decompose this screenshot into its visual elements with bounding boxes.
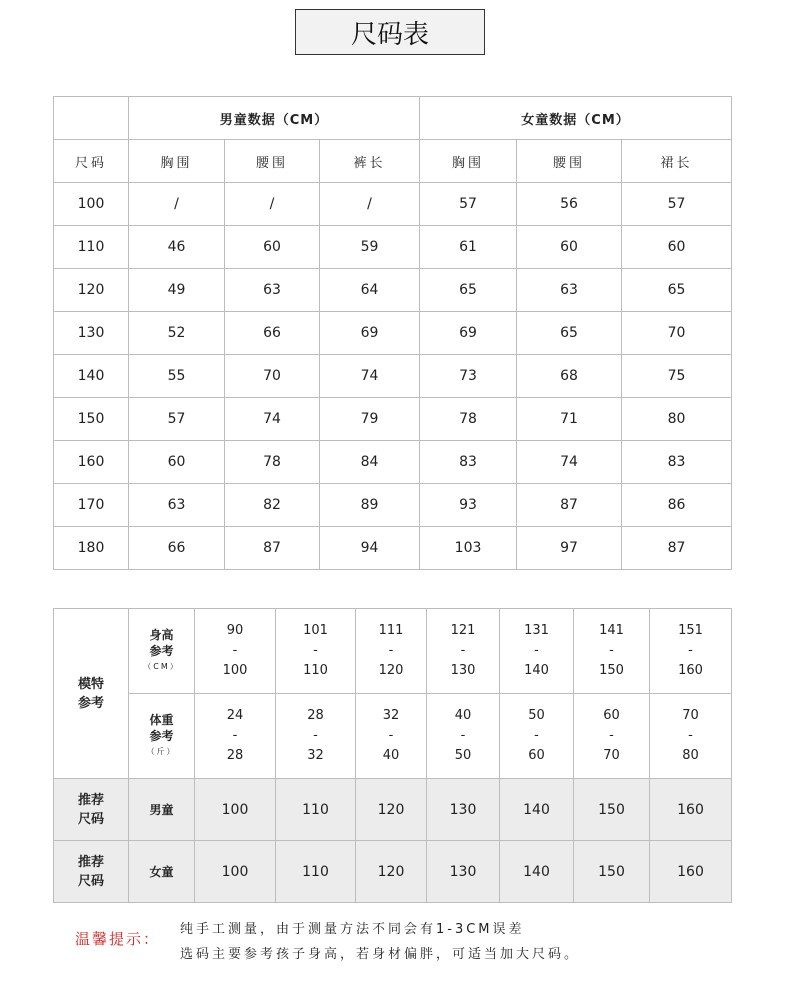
size-cell: 160 — [54, 441, 129, 484]
data-cell: 103 — [420, 527, 517, 570]
header-row-groups — [54, 97, 732, 140]
range-part: 28 — [226, 748, 244, 763]
data-cell: / — [129, 183, 225, 226]
height-range-cell — [574, 609, 650, 694]
data-cell: 74 — [320, 355, 420, 398]
recommended-size-cell: 100 — [195, 841, 276, 903]
data-cell: 55 — [129, 355, 225, 398]
table-row — [54, 312, 732, 355]
unit-label: （斤） — [146, 747, 177, 756]
range-part: - — [388, 643, 394, 658]
table-row — [54, 183, 732, 226]
unit-label: （CM） — [143, 662, 180, 671]
data-cell: 60 — [225, 226, 320, 269]
data-cell: 66 — [129, 527, 225, 570]
size-cell: 140 — [54, 355, 129, 398]
recommended-size-cell: 110 — [276, 779, 356, 841]
boy-data-header: 男童数据（CM） — [129, 97, 420, 140]
boy-recommend-row — [54, 779, 732, 841]
data-cell: 61 — [420, 226, 517, 269]
range-part: 121 — [450, 623, 476, 638]
weight-range-cell — [356, 694, 427, 779]
range-part: 160 — [678, 663, 703, 678]
data-cell: 60 — [517, 226, 622, 269]
data-cell: 65 — [622, 269, 732, 312]
data-cell: 78 — [225, 441, 320, 484]
weight-range-cell — [500, 694, 574, 779]
data-cell: 60 — [622, 226, 732, 269]
label-part: 推荐 — [77, 854, 104, 870]
label-part: 参考 — [149, 644, 174, 658]
recommended-size-cell: 150 — [574, 841, 650, 903]
height-range-cell — [276, 609, 356, 694]
data-cell: 70 — [622, 312, 732, 355]
data-cell: 75 — [622, 355, 732, 398]
weight-range-cell — [427, 694, 500, 779]
data-cell: 71 — [517, 398, 622, 441]
data-cell: 59 — [320, 226, 420, 269]
recommended-size-cell: 140 — [500, 779, 574, 841]
range-part: 32 — [382, 708, 400, 723]
data-cell: 73 — [420, 355, 517, 398]
label-part: 参考 — [77, 695, 104, 711]
data-cell: 64 — [320, 269, 420, 312]
girl-label: 女童 — [129, 841, 195, 903]
table-row — [54, 226, 732, 269]
range-part: - — [388, 728, 394, 743]
range-part: 110 — [303, 663, 328, 678]
data-cell: / — [225, 183, 320, 226]
range-part: - — [232, 643, 238, 658]
data-cell: 56 — [517, 183, 622, 226]
recommended-size-cell: 110 — [276, 841, 356, 903]
data-cell: 86 — [622, 484, 732, 527]
table-row — [54, 484, 732, 527]
range-part: 90 — [226, 623, 244, 638]
height-range-cell — [356, 609, 427, 694]
data-cell: 63 — [129, 484, 225, 527]
recommended-size-cell: 120 — [356, 779, 427, 841]
range-part: - — [460, 643, 466, 658]
weight-range-cell — [276, 694, 356, 779]
data-cell: 65 — [420, 269, 517, 312]
size-cell: 130 — [54, 312, 129, 355]
range-part: 151 — [678, 623, 703, 638]
size-column-header: 尺码 — [54, 140, 129, 183]
data-cell: 70 — [225, 355, 320, 398]
height-range-cell — [195, 609, 276, 694]
weight-range-cell — [574, 694, 650, 779]
data-cell: / — [320, 183, 420, 226]
weight-range-cell — [195, 694, 276, 779]
recommend-size-label — [54, 841, 129, 903]
column-header: 裙长 — [622, 140, 732, 183]
data-cell: 87 — [622, 527, 732, 570]
girl-data-header: 女童数据（CM） — [420, 97, 732, 140]
size-cell: 110 — [54, 226, 129, 269]
range-part: - — [609, 643, 614, 658]
height-range-cell — [427, 609, 500, 694]
column-header: 腰围 — [225, 140, 320, 183]
range-part: 70 — [603, 748, 620, 763]
data-cell: 69 — [420, 312, 517, 355]
size-cell: 120 — [54, 269, 129, 312]
data-cell: 87 — [517, 484, 622, 527]
range-part: 70 — [682, 708, 699, 723]
boy-label: 男童 — [129, 779, 195, 841]
data-cell: 52 — [129, 312, 225, 355]
range-part: 40 — [454, 708, 472, 723]
range-part: 32 — [307, 748, 324, 763]
label-part: 体重 — [149, 713, 174, 727]
page-title: 尺码表 — [295, 9, 485, 55]
recommended-size-cell: 160 — [650, 841, 732, 903]
notes-label: 温馨提示： — [75, 930, 161, 948]
range-part: 24 — [226, 708, 244, 723]
range-part: - — [232, 728, 238, 743]
weight-range-cell — [650, 694, 732, 779]
label-part: 参考 — [149, 729, 174, 743]
range-part: 141 — [599, 623, 624, 638]
weight-row — [54, 694, 732, 779]
data-cell: 63 — [517, 269, 622, 312]
data-cell: 74 — [517, 441, 622, 484]
data-cell: 66 — [225, 312, 320, 355]
table-row — [54, 355, 732, 398]
range-part: 80 — [682, 748, 699, 763]
data-cell: 57 — [420, 183, 517, 226]
model-reference-label — [54, 609, 129, 779]
size-cell: 180 — [54, 527, 129, 570]
data-cell: 60 — [129, 441, 225, 484]
data-cell: 87 — [225, 527, 320, 570]
range-part: 60 — [528, 748, 545, 763]
recommend-size-label — [54, 779, 129, 841]
table-row — [54, 527, 732, 570]
range-part: 111 — [378, 623, 404, 638]
notes-line-1: 纯手工测量，由于测量方法不同会有1-3CM误差 — [180, 922, 525, 937]
column-header: 腰围 — [517, 140, 622, 183]
model-table-body — [54, 609, 732, 903]
range-part: - — [460, 728, 466, 743]
data-cell: 83 — [622, 441, 732, 484]
data-cell: 80 — [622, 398, 732, 441]
label-part: 尺码 — [77, 811, 104, 827]
range-part: 131 — [524, 623, 549, 638]
data-cell: 49 — [129, 269, 225, 312]
height-reference-label — [129, 609, 195, 694]
table-row — [54, 398, 732, 441]
table-row — [54, 441, 732, 484]
range-part: 40 — [382, 748, 400, 763]
recommended-size-cell: 130 — [427, 841, 500, 903]
range-part: 60 — [603, 708, 620, 723]
label-part: 身高 — [149, 628, 174, 642]
recommended-size-cell: 100 — [195, 779, 276, 841]
range-part: - — [313, 643, 318, 658]
data-cell: 84 — [320, 441, 420, 484]
recommended-size-cell: 140 — [500, 841, 574, 903]
data-cell: 65 — [517, 312, 622, 355]
data-cell: 46 — [129, 226, 225, 269]
data-cell: 97 — [517, 527, 622, 570]
range-part: 28 — [307, 708, 324, 723]
notes-line-2: 选码主要参考孩子身高，若身材偏胖，可适当加大尺码。 — [180, 947, 581, 962]
range-part: 50 — [454, 748, 472, 763]
range-part: 120 — [378, 663, 404, 678]
range-part: 101 — [303, 623, 328, 638]
data-cell: 94 — [320, 527, 420, 570]
data-cell: 68 — [517, 355, 622, 398]
height-range-cell — [650, 609, 732, 694]
label-part: 模特 — [77, 676, 104, 692]
column-header: 胸围 — [129, 140, 225, 183]
range-part: 140 — [524, 663, 549, 678]
recommended-size-cell: 160 — [650, 779, 732, 841]
header-row-columns — [54, 140, 732, 183]
range-part: 100 — [222, 663, 248, 678]
data-cell: 57 — [622, 183, 732, 226]
data-cell: 57 — [129, 398, 225, 441]
range-part: - — [609, 728, 614, 743]
recommended-size-cell: 130 — [427, 779, 500, 841]
girl-recommend-row — [54, 841, 732, 903]
data-cell: 63 — [225, 269, 320, 312]
label-part: 尺码 — [77, 873, 104, 889]
model-reference-table — [53, 608, 732, 903]
data-cell: 74 — [225, 398, 320, 441]
size-table-body — [54, 97, 732, 570]
data-cell: 93 — [420, 484, 517, 527]
data-cell: 89 — [320, 484, 420, 527]
height-row — [54, 609, 732, 694]
data-cell: 83 — [420, 441, 517, 484]
label-part: 推荐 — [77, 792, 104, 808]
range-part: 50 — [528, 708, 545, 723]
range-part: - — [534, 643, 539, 658]
corner-cell — [54, 97, 129, 140]
recommended-size-cell: 120 — [356, 841, 427, 903]
range-part: - — [688, 643, 693, 658]
column-header: 胸围 — [420, 140, 517, 183]
table-row — [54, 269, 732, 312]
range-part: - — [313, 728, 318, 743]
data-cell: 69 — [320, 312, 420, 355]
size-cell: 150 — [54, 398, 129, 441]
size-cell: 170 — [54, 484, 129, 527]
range-part: 150 — [599, 663, 624, 678]
size-cell: 100 — [54, 183, 129, 226]
data-cell: 78 — [420, 398, 517, 441]
range-part: - — [688, 728, 693, 743]
column-header: 裤长 — [320, 140, 420, 183]
data-cell: 82 — [225, 484, 320, 527]
size-table — [53, 96, 732, 570]
height-range-cell — [500, 609, 574, 694]
range-part: 130 — [450, 663, 476, 678]
recommended-size-cell: 150 — [574, 779, 650, 841]
weight-reference-label — [129, 694, 195, 779]
data-cell: 79 — [320, 398, 420, 441]
range-part: - — [534, 728, 539, 743]
